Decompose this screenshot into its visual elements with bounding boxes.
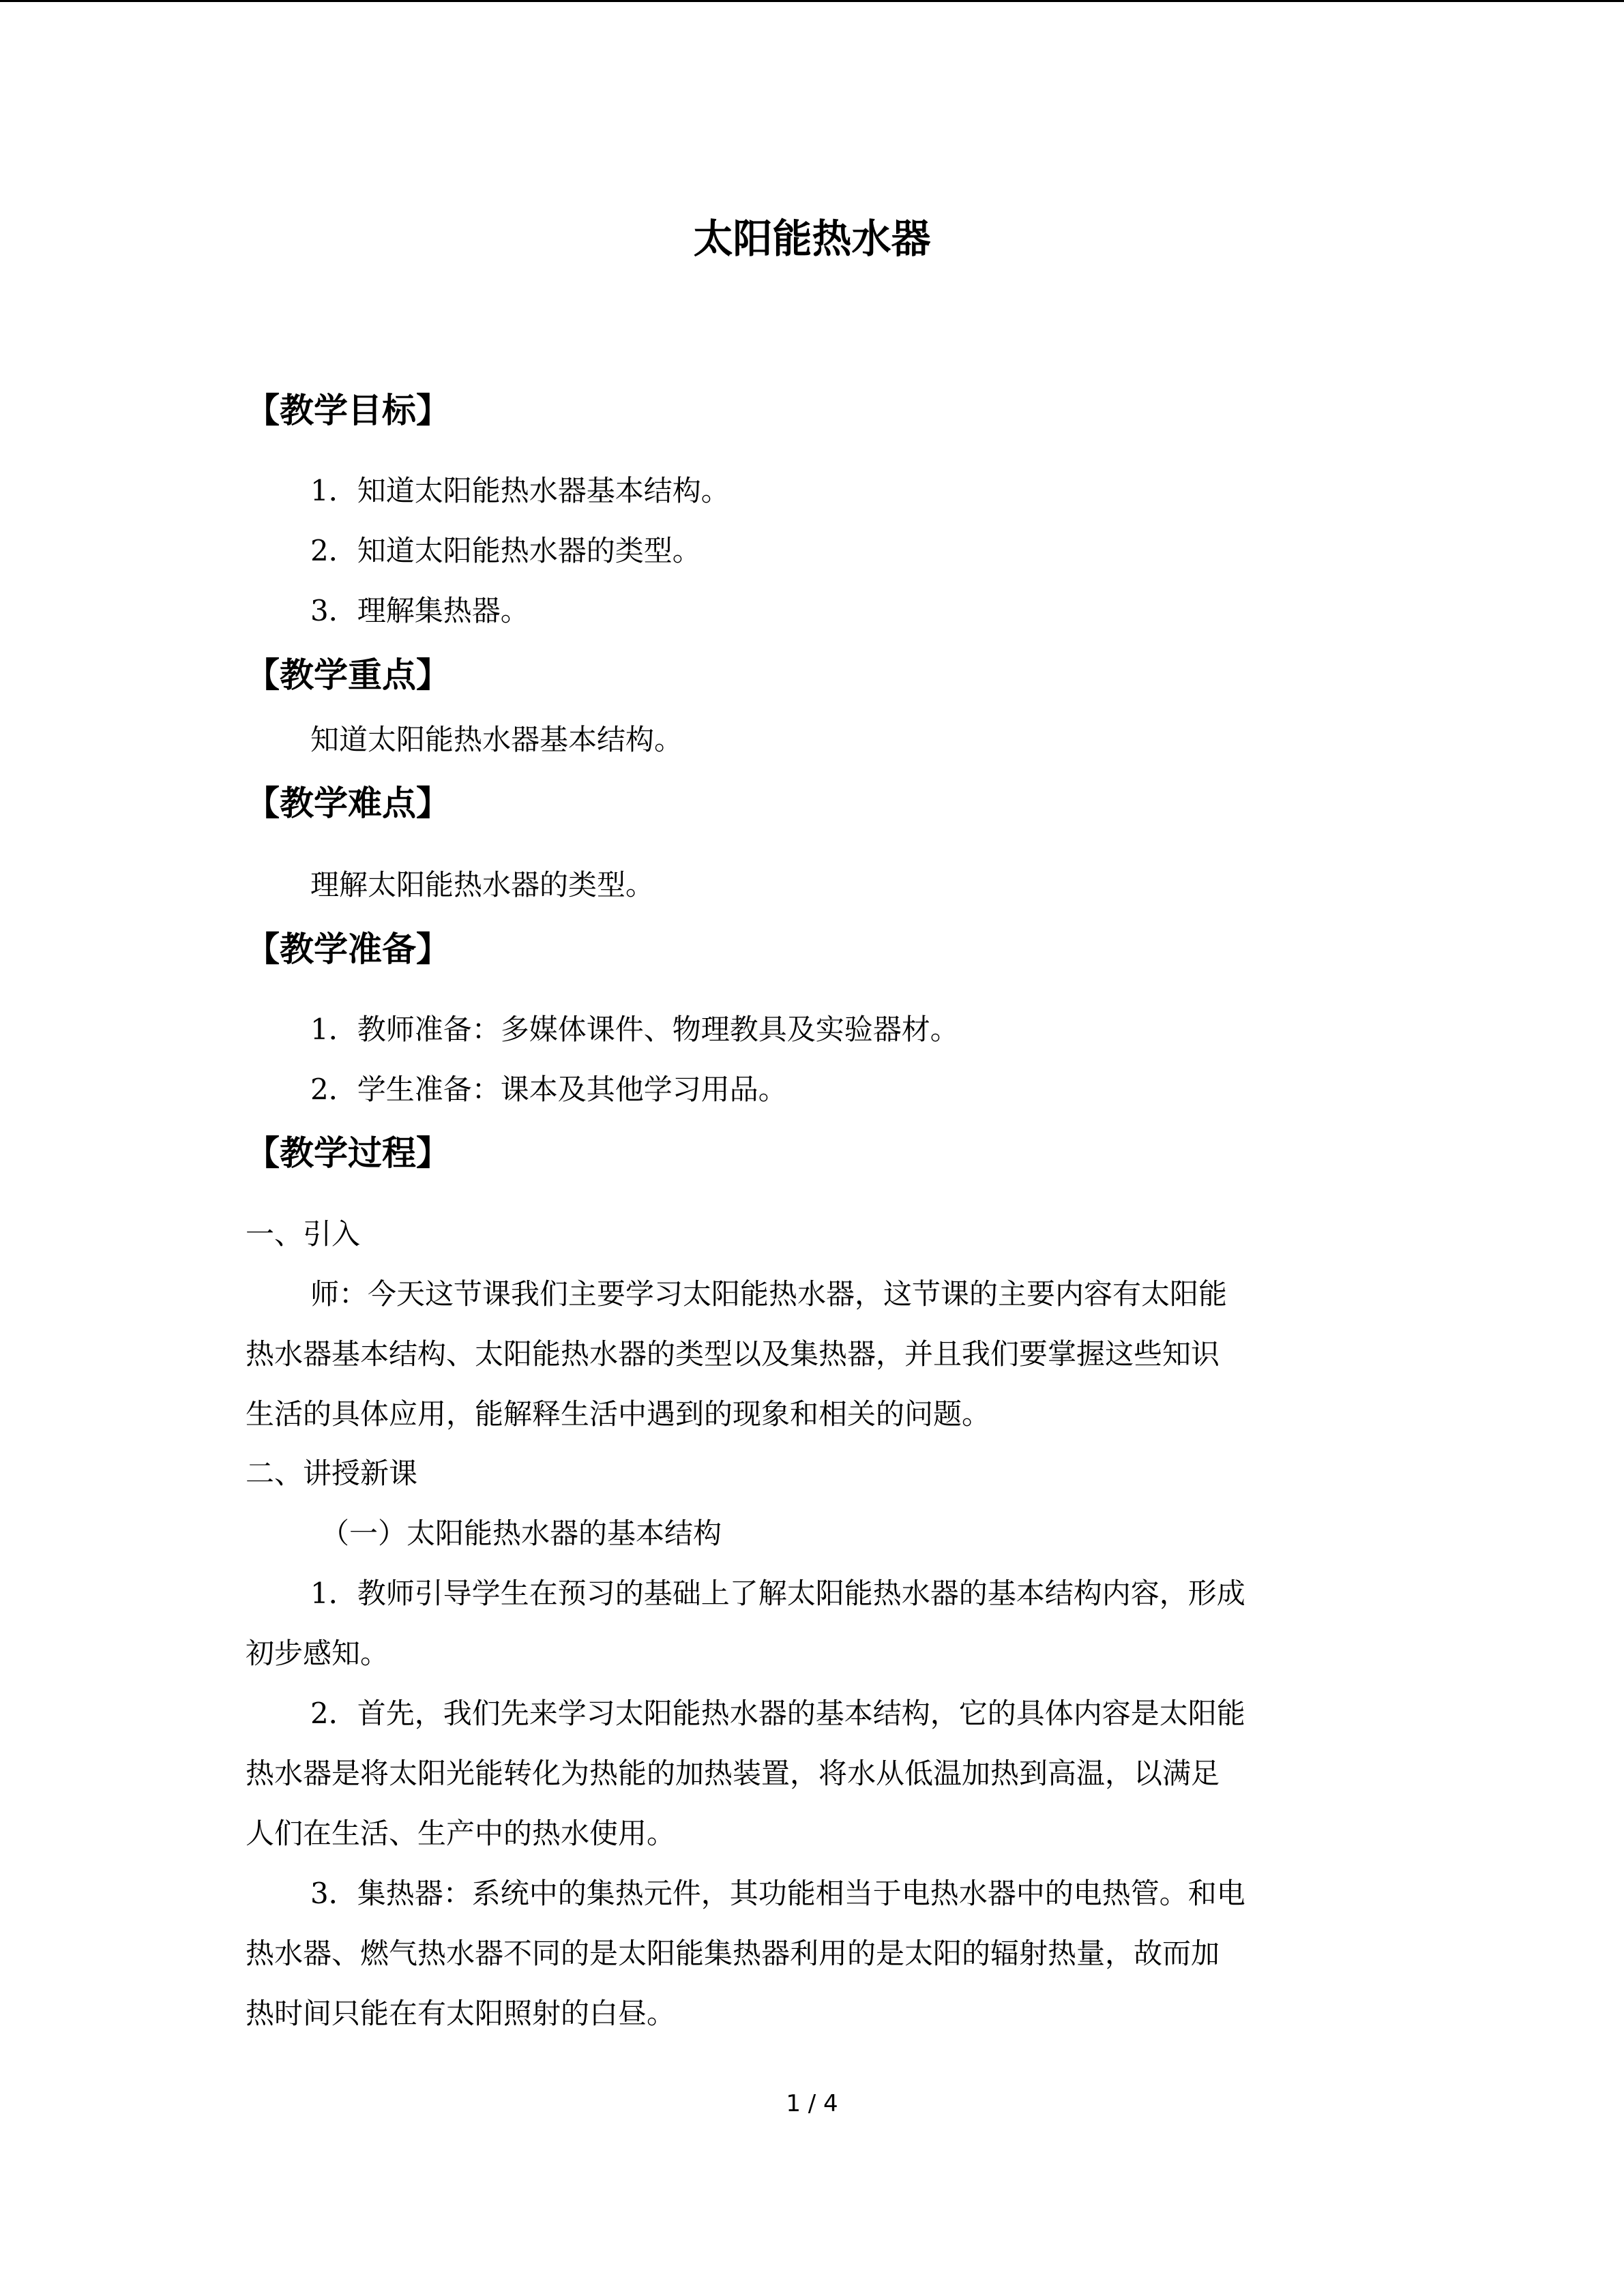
- paragraph-1-line-2: 初步感知。: [246, 1637, 389, 1670]
- subsection-title-1: （一）太阳能热水器的基本结构: [321, 1517, 722, 1550]
- paragraph-2-line-1: 2．首先，我们先来学习太阳能热水器的基本结构，它的具体内容是太阳能: [310, 1697, 1245, 1730]
- heading-key-point: 【教学重点】: [246, 655, 450, 695]
- intro-paragraph-line-2: 热水器基本结构、太阳能热水器的类型以及集热器，并且我们要掌握这些知识: [246, 1337, 1220, 1371]
- paragraph-2-line-2: 热水器是将太阳光能转化为热能的加热装置，将水从低温加热到高温，以满足: [246, 1757, 1220, 1790]
- paragraph-2-line-3: 人们在生活、生产中的热水使用。: [246, 1817, 676, 1850]
- intro-title: 一、引入: [246, 1217, 361, 1251]
- heading-process: 【教学过程】: [246, 1133, 450, 1173]
- heading-teaching-goals: 【教学目标】: [246, 391, 450, 430]
- preparation-item-1: 1．教师准备：多媒体课件、物理教具及实验器材。: [310, 1013, 959, 1046]
- key-point-text: 知道太阳能热水器基本结构。: [310, 723, 683, 756]
- page-number: 1 / 4: [786, 2090, 838, 2117]
- intro-paragraph-line-3: 生活的具体应用，能解释生活中遇到的现象和相关的问题。: [246, 1397, 991, 1431]
- document-title: 太阳能热水器: [693, 215, 931, 262]
- new-lesson-title: 二、讲授新课: [246, 1457, 418, 1490]
- paragraph-1-line-1: 1．教师引导学生在预习的基础上了解太阳能热水器的基本结构内容，形成: [310, 1577, 1245, 1610]
- difficulty-text: 理解太阳能热水器的类型。: [310, 868, 655, 901]
- goal-item-2: 2．知道太阳能热水器的类型。: [310, 534, 701, 567]
- paragraph-3-line-2: 热水器、燃气热水器不同的是太阳能集热器利用的是太阳的辐射热量，故而加: [246, 1937, 1220, 1970]
- preparation-item-2: 2．学生准备：课本及其他学习用品。: [310, 1073, 787, 1106]
- paragraph-3-line-3: 热时间只能在有太阳照射的白昼。: [246, 1997, 676, 2030]
- paragraph-3-line-1: 3．集热器：系统中的集热元件，其功能相当于电热水器中的电热管。和电: [310, 1877, 1245, 1910]
- goal-item-1: 1．知道太阳能热水器基本结构。: [310, 474, 730, 507]
- heading-difficulty: 【教学难点】: [246, 784, 450, 823]
- goal-item-3: 3．理解集热器。: [310, 594, 529, 627]
- intro-paragraph-line-1: 师：今天这节课我们主要学习太阳能热水器，这节课的主要内容有太阳能: [310, 1277, 1228, 1311]
- heading-preparation: 【教学准备】: [246, 929, 450, 969]
